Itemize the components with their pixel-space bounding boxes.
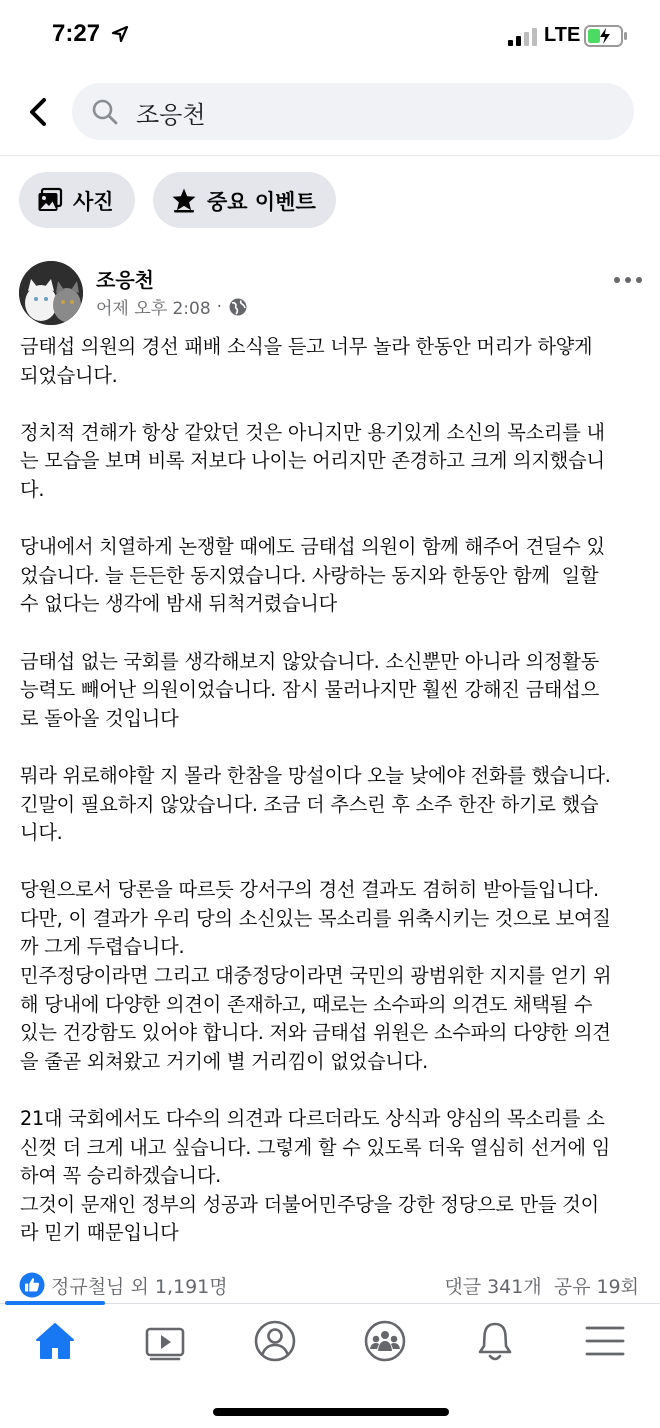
- photos-chip[interactable]: [19, 172, 135, 228]
- post-paragraph: 금태섭 없는 국회를 생각해보지 않았습니다. 소신뿐만 아니라 의정활동 능력도 빼어난 의원이었습니다. 잠시 물러나지만 훨씬 강해진 금태섭으 로 돌아올 것입니다: [20, 649, 599, 730]
- status-time: 7:27: [52, 20, 101, 47]
- home-icon[interactable]: [31, 1318, 79, 1364]
- post-paragraph: 정치적 견해가 항상 같았던 것은 아니지만 용기있게 소신의 목소리를 내 는 모습을 보며 비록 저보다 나이는 어리지만 존경하고 크게 의지했습니 다.: [20, 420, 605, 501]
- search-header: [0, 70, 660, 156]
- search-input[interactable]: [72, 83, 634, 140]
- key-events-chip-label: 중요 이벤트: [207, 190, 316, 214]
- groups-icon[interactable]: [361, 1318, 409, 1364]
- key-events-chip[interactable]: [153, 172, 336, 228]
- signal-icon: [508, 28, 538, 46]
- post-time[interactable]: 어제 오후 2:08: [96, 299, 211, 319]
- search-icon: [90, 97, 120, 127]
- photos-chip-label: 사진: [73, 190, 114, 214]
- author-name[interactable]: 조응천: [96, 268, 154, 292]
- video-icon[interactable]: [141, 1318, 189, 1364]
- shares-count[interactable]: 공유 19회: [553, 1276, 639, 1298]
- photo-icon: [37, 187, 63, 213]
- status-bar: [0, 0, 660, 70]
- cat-avatar-image: [19, 261, 83, 325]
- nav-active-indicator: [5, 1301, 105, 1305]
- post-paragraph: 당원으로서 당론을 따르듯 강서구의 경선 결과도 겸허히 받아들입니다. 다만, 이 결과가 우리 당의 소신있는 목소리를 위축시키는 것으로 보여질 까 그게 두렵습니다. 민주정당이라면 그리고 대중정당이라면 국민의 광범위한 지지를 얻기 위 해 당내에 다양한 의견이 존재하고, 때로는 소수파의 의견도 채택될 수 있는 건강함도 있어야 합니다. 저와 금태섭 위원은 소수파의 다양한 의견 을 줄곧 외쳐왔고 거기에 별 거리낌이 없었습니다.: [20, 878, 612, 1073]
- reactions-text: 정규철님 외 1,191명: [51, 1275, 228, 1298]
- globe-icon: [228, 297, 248, 317]
- avatar[interactable]: [19, 261, 83, 325]
- profile-icon[interactable]: [251, 1318, 299, 1364]
- meta-separator: ·: [216, 296, 223, 317]
- post-paragraph: 21대 국회에서도 다수의 의견과 다르더라도 상식과 양심의 목소리를 소 신껏 더 크게 내고 싶습니다. 그렇게 할 수 있도록 더욱 열심히 선거에 임 하여 꼭 승리하겠습니다. 그것이 문재인 정부의 성공과 더불어민주당을 강한 정당으로 만들 것이 라 믿기 때문입니다: [20, 1107, 611, 1245]
- comments-count[interactable]: 댓글 341개: [444, 1276, 542, 1298]
- like-reaction-icon: [19, 1272, 45, 1298]
- network-type: LTE: [544, 24, 581, 46]
- back-arrow-icon[interactable]: [22, 92, 56, 132]
- search-query-text: 조응천: [136, 101, 206, 129]
- home-indicator[interactable]: [213, 1408, 449, 1416]
- reactions-summary[interactable]: [19, 1270, 228, 1300]
- menu-icon[interactable]: [581, 1318, 629, 1364]
- more-options-icon[interactable]: [612, 270, 644, 290]
- battery-charging-icon: [584, 24, 628, 48]
- notifications-icon[interactable]: [471, 1318, 519, 1364]
- post-paragraph: 뭐라 위로해야할 지 몰라 한참을 망설이다 오늘 낮에야 전화를 했습니다. 긴말이 필요하지 않았습니다. 조금 더 추스린 후 소주 한잔 하기로 했습 니다.: [20, 763, 611, 845]
- location-arrow-icon: [111, 25, 129, 43]
- post-text: [20, 333, 646, 1248]
- engagement-counts: [444, 1272, 639, 1299]
- post-meta: [96, 294, 248, 319]
- post-paragraph: 당내에서 치열하게 논쟁할 때에도 금태섭 의원이 함께 해주어 견딜수 있 었습니다. 늘 든든한 동지였습니다. 사랑하는 동지와 한동안 함께 일할 수 없다는 생각에 밤새 뒤척거렸습니다: [20, 535, 605, 616]
- post-paragraph: 금태섭 의원의 경선 패배 소식을 듣고 너무 놀라 한동안 머리가 하얗게 되었습니다.: [20, 335, 593, 387]
- star-icon: [171, 187, 197, 213]
- bottom-nav: [0, 1303, 660, 1393]
